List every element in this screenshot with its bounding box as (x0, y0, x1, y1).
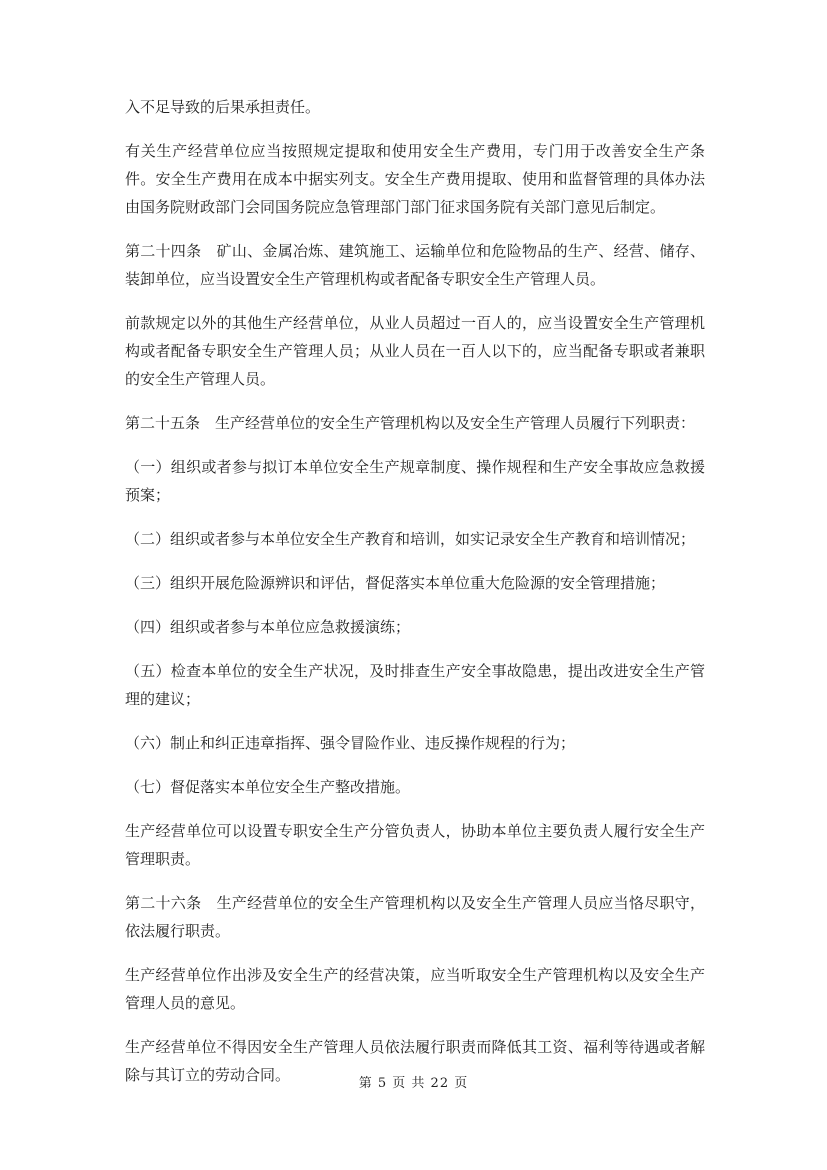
paragraph-article-26: 第二十六条 生产经营单位的安全生产管理机构以及安全生产管理人员应当恪尽职守，依法履行职责。 (125, 894, 705, 940)
list-item-2: （二）组织或者参与本单位安全生产教育和培训，如实记录安全生产教育和培训情况； (125, 530, 696, 548)
paragraph: 生产经营单位可以设置专职安全生产分管负责人，协助本单位主要负责人履行安全生产管理职责。 (125, 822, 705, 868)
paragraph: 有关生产经营单位应当按照规定提取和使用安全生产费用，专门用于改善安全生产条件。安全生产费用在成本中据实列支。安全生产费用提取、使用和监督管理的具体办法由国务院财政部门会同国务院应急管理部门部门征求国务院有关部门意见后制定。 (125, 142, 705, 216)
page-number-footer (0, 1072, 827, 1091)
list-item-1: （一）组织或者参与拟订本单位安全生产规章制度、操作规程和生产安全事故应急救援预案； (125, 458, 705, 504)
list-item-6: （六）制止和纠正违章指挥、强令冒险作业、违反操作规程的行为； (125, 734, 576, 752)
list-item-7: （七）督促落实本单位安全生产整改措施。 (125, 778, 411, 796)
document-body (125, 93, 705, 1089)
paragraph-article-24: 第二十四条 矿山、金属冶炼、建筑施工、运输单位和危险物品的生产、经营、储存、装卸单位，应当设置安全生产管理机构或者配备专职安全生产管理人员。 (125, 242, 705, 288)
paragraph-continuation: 入不足导致的后果承担责任。 (125, 98, 321, 116)
paragraph: 生产经营单位作出涉及安全生产的经营决策，应当听取安全生产管理机构以及安全生产管理人员的意见。 (125, 966, 705, 1012)
paragraph-article-25: 第二十五条 生产经营单位的安全生产管理机构以及安全生产管理人员履行下列职责： (125, 414, 696, 432)
list-item-4: （四）组织或者参与本单位应急救援演练； (125, 618, 411, 636)
paragraph: 生产经营单位不得因安全生产管理人员依法履行职责而降低其工资、福利等待遇或者解除与其订立的劳动合同。 (125, 1038, 705, 1084)
paragraph: 前款规定以外的其他生产经营单位，从业人员超过一百人的，应当设置安全生产管理机构或者配备专职安全生产管理人员；从业人员在一百人以下的，应当配备专职或者兼职的安全生产管理人员。 (125, 314, 705, 388)
list-item-3: （三）组织开展危险源辨识和评估，督促落实本单位重大危险源的安全管理措施； (125, 574, 666, 592)
page-number-label: 第 5 页 共 22 页 (358, 1076, 469, 1091)
list-item-5: （五）检查本单位的安全生产状况，及时排查生产安全事故隐患，提出改进安全生产管理的建议； (125, 662, 705, 708)
